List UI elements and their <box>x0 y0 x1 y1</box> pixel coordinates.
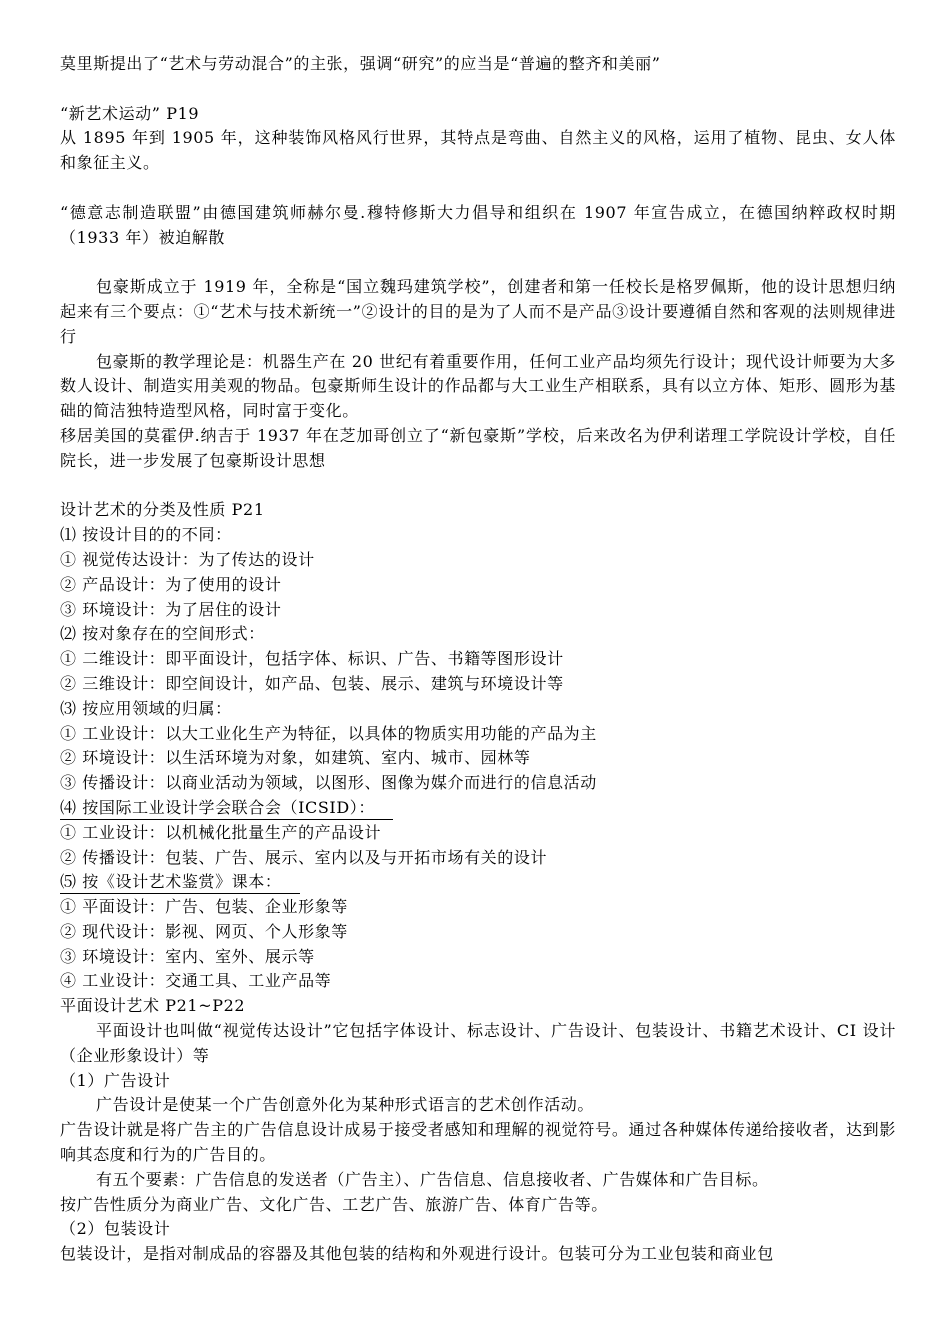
classification-heading-text: ⑷ 按国际工业设计学会联合会（ICSID）： <box>60 797 393 820</box>
list-item: ④ 工业设计：交通工具、工业产品等 <box>60 971 332 991</box>
ad-paragraph-4: 按广告性质分为商业广告、文化广告、工艺广告、旅游广告、体育广告等。 <box>60 1194 608 1214</box>
classification-list <box>60 523 896 994</box>
list-item: ② 产品设计：为了使用的设计 <box>60 574 282 594</box>
bauhaus-paragraph-1: 包豪斯成立于 1919 年，全称是“国立魏玛建筑学校”，创建者和第一任校长是格罗佩斯，他的设计思想归纳起来有三个要点：①“艺术与技术新统一”②设计的目的是为了人而不是产品③设计要遵循自然和客观的法则规律进行 <box>60 277 896 346</box>
list-item: ① 视觉传达设计：为了传达的设计 <box>60 549 315 569</box>
document-page <box>60 52 896 1267</box>
list-item: ② 传播设计：包装、广告、展示、室内以及与开拓市场有关的设计 <box>60 847 548 867</box>
classification-heading-text: ⑶ 按应用领域的归属： <box>60 698 232 718</box>
classification-heading <box>60 622 896 647</box>
classification-heading-text: ⑸ 按《设计艺术鉴赏》课本： <box>60 871 300 894</box>
list-item: ① 平面设计：广告、包装、企业形象等 <box>60 897 348 917</box>
morris-paragraph: 莫里斯提出了“艺术与劳动混合”的主张，强调“研究”的应当是“普遍的整齐和美丽” <box>60 54 661 73</box>
ad-paragraph-1: 广告设计是使某一个广告创意外化为某种形式语言的艺术创作活动。 <box>96 1095 595 1115</box>
bauhaus-paragraph-2: 包豪斯的教学理论是：机器生产在 20 世纪有着重要作用，任何工业产品均须先行设计；现代设计师要为大多数人设计、制造实用美观的物品。包豪斯师生设计的作品都与大工业生产相联系，具有以立方体、矩形、圆形为基础的简洁独特造型风格，同时富于变化。 <box>60 351 896 421</box>
graphic-design-intro: 平面设计也叫做“视觉传达设计”它包括字体设计、标志设计、广告设计、包装设计、书籍艺术设计、CI 设计（企业形象设计）等 <box>60 1021 896 1065</box>
graphic-design-title: 平面设计艺术 P21~P22 <box>60 996 246 1016</box>
classification-heading-text: ⑴ 按设计目的的不同： <box>60 525 232 545</box>
classification-heading-text: ⑵ 按对象存在的空间形式： <box>60 624 265 644</box>
classification-heading <box>60 796 896 821</box>
list-item: ① 工业设计：以机械化批量生产的产品设计 <box>60 822 382 842</box>
ad-paragraph-3: 有五个要素：广告信息的发送者（广告主）、广告信息、信息接收者、广告媒体和广告目标。 <box>96 1169 769 1189</box>
list-item: ① 工业设计：以大工业化生产为特征，以具体的物质实用功能的产品为主 <box>60 723 597 743</box>
classification-heading <box>60 523 896 548</box>
list-item: ② 现代设计：影视、网页、个人形象等 <box>60 921 348 941</box>
packaging-paragraph-1: 包装设计，是指对制成品的容器及其他包装的结构和外观进行设计。包装可分为工业包装和商业包 <box>60 1244 774 1264</box>
classification-heading <box>60 697 896 722</box>
list-item: ② 三维设计：即空间设计，如产品、包装、展示、建筑与环境设计等 <box>60 673 564 693</box>
list-item: ③ 环境设计：为了居住的设计 <box>60 599 282 619</box>
classification-title: 设计艺术的分类及性质 P21 <box>60 500 265 520</box>
werkbund-paragraph: “德意志制造联盟”由德国建筑师赫尔曼.穆特修斯大力倡导和组织在 1907 年宣告成立，在德国纳粹政权时期（1933 年）被迫解散 <box>60 202 896 247</box>
art-nouveau-title: “新艺术运动” P19 <box>60 103 200 123</box>
art-nouveau-paragraph: 从 1895 年到 1905 年，这种装饰风格风行世界，其特点是弯曲、自然主义的风格，运用了植物、昆虫、女人体和象征主义。 <box>60 128 896 173</box>
list-item: ③ 传播设计：以商业活动为领域，以图形、图像为媒介而进行的信息活动 <box>60 773 597 793</box>
ad-paragraph-2: 广告设计就是将广告主的广告信息设计成易于接受者感知和理解的视觉符号。通过各种媒体传递给接收者，达到影响其态度和行为的广告目的。 <box>60 1120 896 1165</box>
packaging-design-title: （2）包装设计 <box>60 1219 171 1239</box>
classification-heading <box>60 870 896 895</box>
list-item: ① 二维设计：即平面设计，包括字体、标识、广告、书籍等图形设计 <box>60 649 564 669</box>
ad-design-title: （1）广告设计 <box>60 1070 171 1090</box>
list-item: ③ 环境设计：室内、室外、展示等 <box>60 946 315 966</box>
bauhaus-paragraph-3: 移居美国的莫霍伊.纳吉于 1937 年在芝加哥创立了“新包豪斯”学校，后来改名为伊利诺理工学院设计学校，自任院长，进一步发展了包豪斯设计思想 <box>60 425 896 470</box>
list-item: ② 环境设计：以生活环境为对象，如建筑、室内、城市、园林等 <box>60 748 531 768</box>
